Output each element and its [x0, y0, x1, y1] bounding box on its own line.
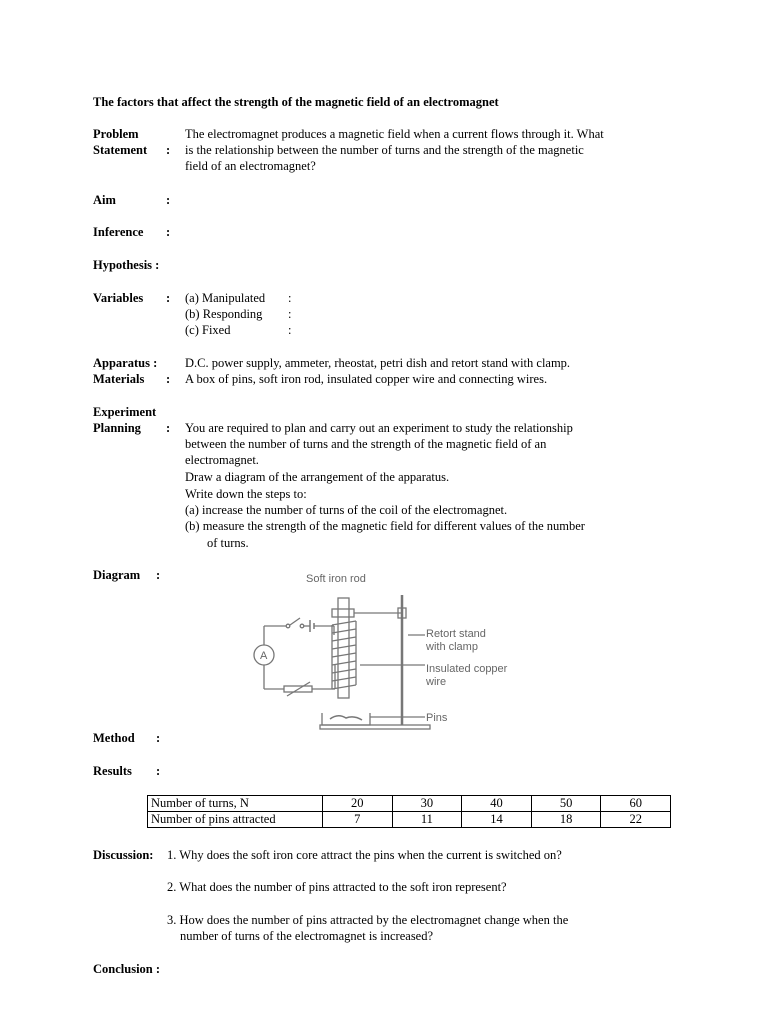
discussion-question-1: 1. Why does the soft iron core attract the pins when the current is switched on?: [167, 848, 562, 862]
document-title: The factors that affect the strength of the magnetic field of an electromagnet: [93, 95, 499, 109]
results-label: Results: [93, 764, 132, 778]
experiment-label-1: Experiment: [93, 405, 157, 419]
hypothesis-label: Hypothesis :: [93, 258, 160, 272]
variable-colon-1: :: [288, 291, 292, 305]
problem-line-3: field of an electromagnet?: [185, 159, 316, 173]
table-cell: 22: [601, 812, 671, 828]
inference-colon: :: [166, 225, 171, 239]
inference-label: Inference: [93, 225, 144, 239]
discussion-question-2: 2. What does the number of pins attracted to the soft iron represent?: [167, 880, 507, 894]
experiment-line-1: You are required to plan and carry out an experiment to study the relationship: [185, 421, 573, 435]
ammeter-label: A: [260, 650, 268, 662]
problem-label-2: Statement: [93, 143, 148, 157]
table-cell: 18: [531, 812, 601, 828]
problem-colon: :: [166, 143, 171, 157]
soft-iron-rod-label: Soft iron rod: [306, 573, 366, 585]
diagram-colon: :: [156, 568, 161, 582]
table-cell: 50: [531, 796, 601, 812]
experiment-line-6: (a) increase the number of turns of the coil of the electromagnet.: [185, 503, 508, 517]
table-header-pins: Number of pins attracted: [148, 812, 323, 828]
problem-label-1: Problem: [93, 127, 139, 141]
pins-label: Pins: [426, 712, 448, 724]
conclusion-label: Conclusion :: [93, 962, 161, 976]
variable-colon-3: :: [288, 323, 292, 337]
method-colon: :: [156, 731, 161, 745]
variable-responding: (b) Responding: [185, 307, 263, 321]
apparatus-text: D.C. power supply, ammeter, rheostat, petri dish and retort stand with clamp.: [185, 356, 571, 370]
experiment-line-4: Draw a diagram of the arrangement of the apparatus.: [185, 470, 450, 484]
copper-wire-label-2: wire: [426, 676, 447, 688]
table-cell: 14: [462, 812, 532, 828]
table-row: [148, 796, 671, 812]
problem-line-2: is the relationship between the number of turns and the strength of the magnetic: [185, 143, 584, 157]
electromagnet-diagram: [220, 565, 550, 740]
experiment-label-2: Planning: [93, 421, 141, 435]
results-table: [147, 795, 671, 828]
retort-stand-label-2: with clamp: [426, 641, 478, 653]
discussion-question-3a: 3. How does the number of pins attracted by the electromagnet change when the: [167, 913, 569, 927]
apparatus-label: Apparatus :: [93, 356, 158, 370]
method-label: Method: [93, 731, 135, 745]
experiment-line-3: electromagnet.: [185, 453, 259, 467]
aim-colon: :: [166, 193, 171, 207]
table-cell: 20: [323, 796, 393, 812]
discussion-question-3b: number of turns of the electromagnet is increased?: [180, 929, 434, 943]
retort-stand-label-1: Retort stand: [426, 628, 486, 640]
experiment-colon: :: [166, 421, 171, 435]
variable-fixed: (c) Fixed: [185, 323, 231, 337]
diagram-label: Diagram: [93, 568, 141, 582]
table-cell: 60: [601, 796, 671, 812]
materials-text: A box of pins, soft iron rod, insulated copper wire and connecting wires.: [185, 372, 548, 386]
materials-label: Materials: [93, 372, 145, 386]
experiment-line-2: between the number of turns and the strength of the magnetic field of an: [185, 437, 547, 451]
problem-line-1: The electromagnet produces a magnetic field when a current flows through it. What: [185, 127, 604, 141]
experiment-line-8: of turns.: [207, 536, 249, 550]
variable-colon-2: :: [288, 307, 292, 321]
variable-manipulated: (a) Manipulated: [185, 291, 266, 305]
table-cell: 40: [462, 796, 532, 812]
table-cell: 30: [392, 796, 462, 812]
experiment-line-5: Write down the steps to:: [185, 487, 307, 501]
table-header-turns: Number of turns, N: [148, 796, 323, 812]
aim-label: Aim: [93, 193, 116, 207]
materials-colon: :: [166, 372, 171, 386]
variables-label: Variables: [93, 291, 144, 305]
table-cell: 7: [323, 812, 393, 828]
discussion-label: Discussion:: [93, 848, 154, 862]
experiment-line-7: (b) measure the strength of the magnetic field for different values of the number: [185, 519, 585, 533]
variables-colon: :: [166, 291, 171, 305]
results-colon: :: [156, 764, 161, 778]
table-row: [148, 812, 671, 828]
copper-wire-label-1: Insulated copper: [426, 663, 508, 675]
table-cell: 11: [392, 812, 462, 828]
